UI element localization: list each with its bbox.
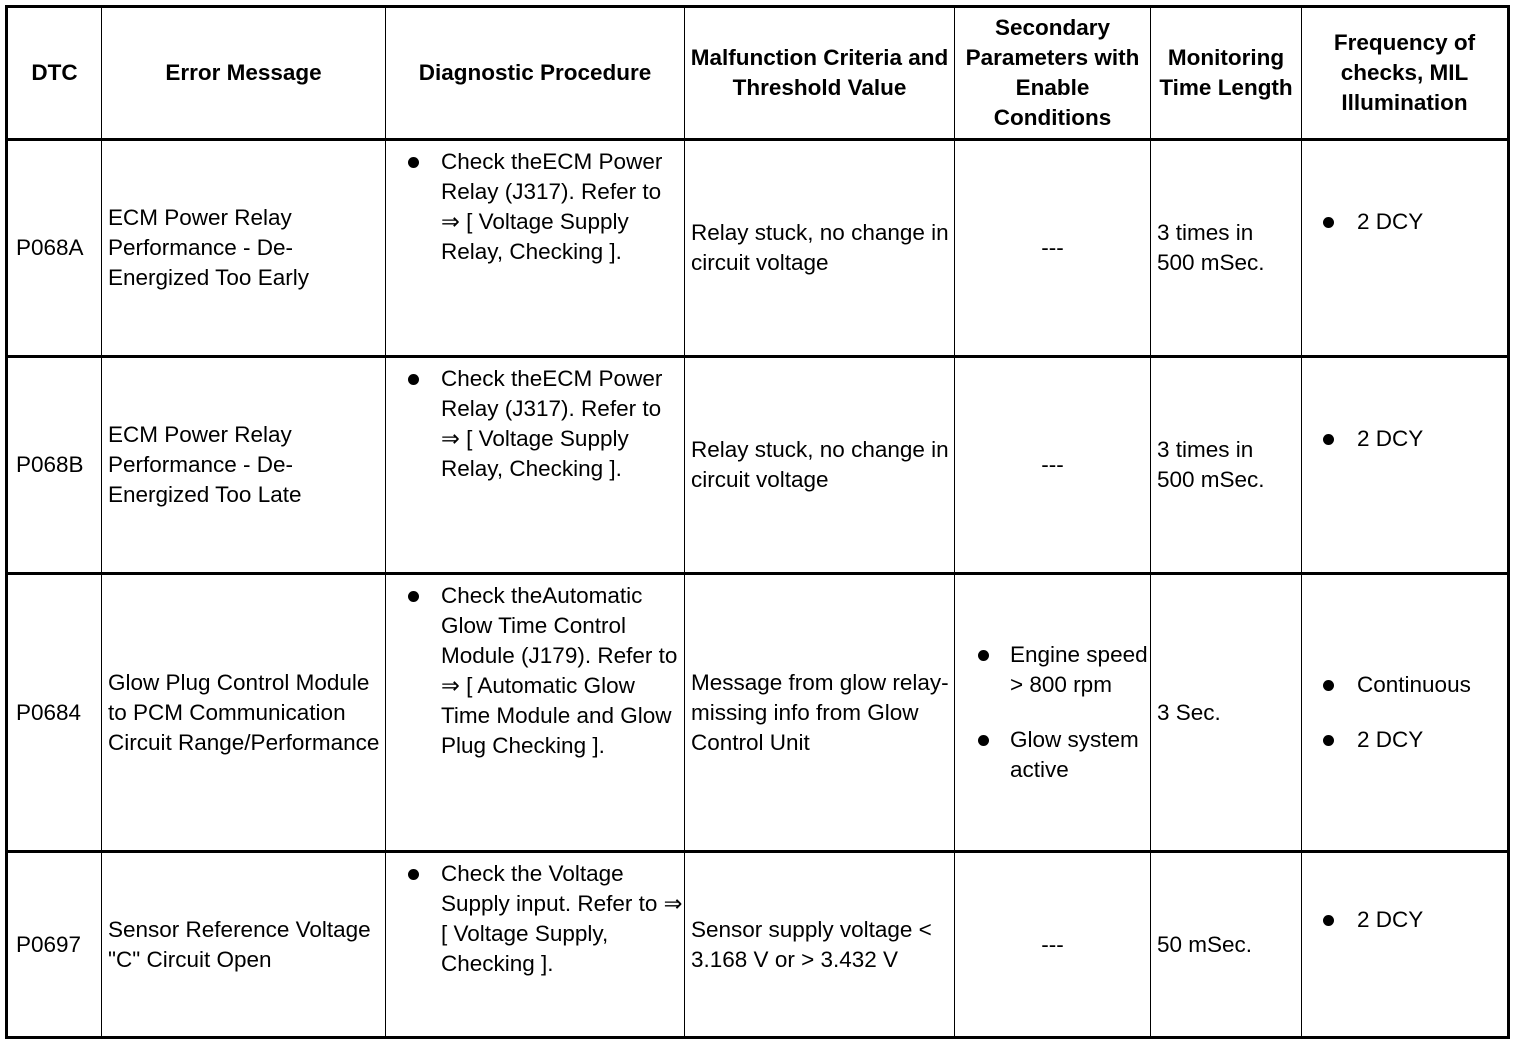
procedure-step: Check the Voltage Supply input. Refer to ⇒ [ Voltage Supply, Checking ]. — [386, 859, 684, 979]
frequency-checks — [1302, 574, 1509, 852]
table-row — [7, 357, 1509, 574]
error-message: Glow Plug Control Module to PCM Communication Circuit Range/Performance — [102, 574, 386, 852]
frequency-item: 2 DCY — [1302, 905, 1507, 935]
secondary-parameters: --- — [955, 852, 1151, 1038]
diagnostic-procedure — [386, 574, 685, 852]
header-dtc: DTC — [7, 7, 102, 140]
error-message: Sensor Reference Voltage "C" Circuit Open — [102, 852, 386, 1038]
header-row — [7, 7, 1509, 140]
frequency-checks — [1302, 852, 1509, 1038]
procedure-step: Check theECM Power Relay (J317). Refer to ⇒ [ Voltage Supply Relay, Checking ]. — [386, 147, 684, 267]
malfunction-criteria: Message from glow relay- missing info from Glow Control Unit — [685, 574, 955, 852]
malfunction-criteria: Relay stuck, no change in circuit voltage — [685, 140, 955, 357]
monitoring-time: 50 mSec. — [1151, 852, 1302, 1038]
error-message: ECM Power Relay Performance - De-Energized Too Early — [102, 140, 386, 357]
procedure-step: Check theECM Power Relay (J317). Refer to ⇒ [ Voltage Supply Relay, Checking ]. — [386, 364, 684, 484]
dtc-table — [5, 5, 1510, 1039]
malfunction-criteria: Relay stuck, no change in circuit voltage — [685, 357, 955, 574]
header-diagnostic-procedure: Diagnostic Procedure — [386, 7, 685, 140]
monitoring-time: 3 times in 500 mSec. — [1151, 140, 1302, 357]
header-error-message: Error Message — [102, 7, 386, 140]
header-frequency: Frequency of checks, MIL Illumination — [1302, 7, 1509, 140]
secondary-parameters: --- — [955, 140, 1151, 357]
header-malfunction-criteria: Malfunction Criteria and Threshold Value — [685, 7, 955, 140]
dtc-code: P068B — [7, 357, 102, 574]
frequency-item: Continuous — [1302, 670, 1507, 700]
dtc-code: P0684 — [7, 574, 102, 852]
error-message: ECM Power Relay Performance - De-Energized Too Late — [102, 357, 386, 574]
diagnostic-procedure — [386, 357, 685, 574]
frequency-item: 2 DCY — [1302, 725, 1507, 755]
dtc-code: P068A — [7, 140, 102, 357]
frequency-checks — [1302, 357, 1509, 574]
secondary-condition: Glow system active — [955, 725, 1150, 785]
malfunction-criteria: Sensor supply voltage < 3.168 V or > 3.432 V — [685, 852, 955, 1038]
secondary-parameters — [955, 574, 1151, 852]
secondary-parameters: --- — [955, 357, 1151, 574]
diagnostic-procedure — [386, 852, 685, 1038]
frequency-checks — [1302, 140, 1509, 357]
table-row — [7, 140, 1509, 357]
frequency-item: 2 DCY — [1302, 207, 1507, 237]
diagnostic-procedure — [386, 140, 685, 357]
table-row — [7, 852, 1509, 1038]
frequency-item: 2 DCY — [1302, 424, 1507, 454]
header-monitoring-time: Monitoring Time Length — [1151, 7, 1302, 140]
monitoring-time: 3 Sec. — [1151, 574, 1302, 852]
table-row — [7, 574, 1509, 852]
monitoring-time: 3 times in 500 mSec. — [1151, 357, 1302, 574]
secondary-condition: Engine speed > 800 rpm — [955, 640, 1150, 700]
header-secondary-parameters: Secondary Parameters with Enable Conditions — [955, 7, 1151, 140]
procedure-step: Check theAutomatic Glow Time Control Module (J179). Refer to ⇒ [ Automatic Glow Time Module and Glow Plug Checking ]. — [386, 581, 684, 761]
dtc-code: P0697 — [7, 852, 102, 1038]
